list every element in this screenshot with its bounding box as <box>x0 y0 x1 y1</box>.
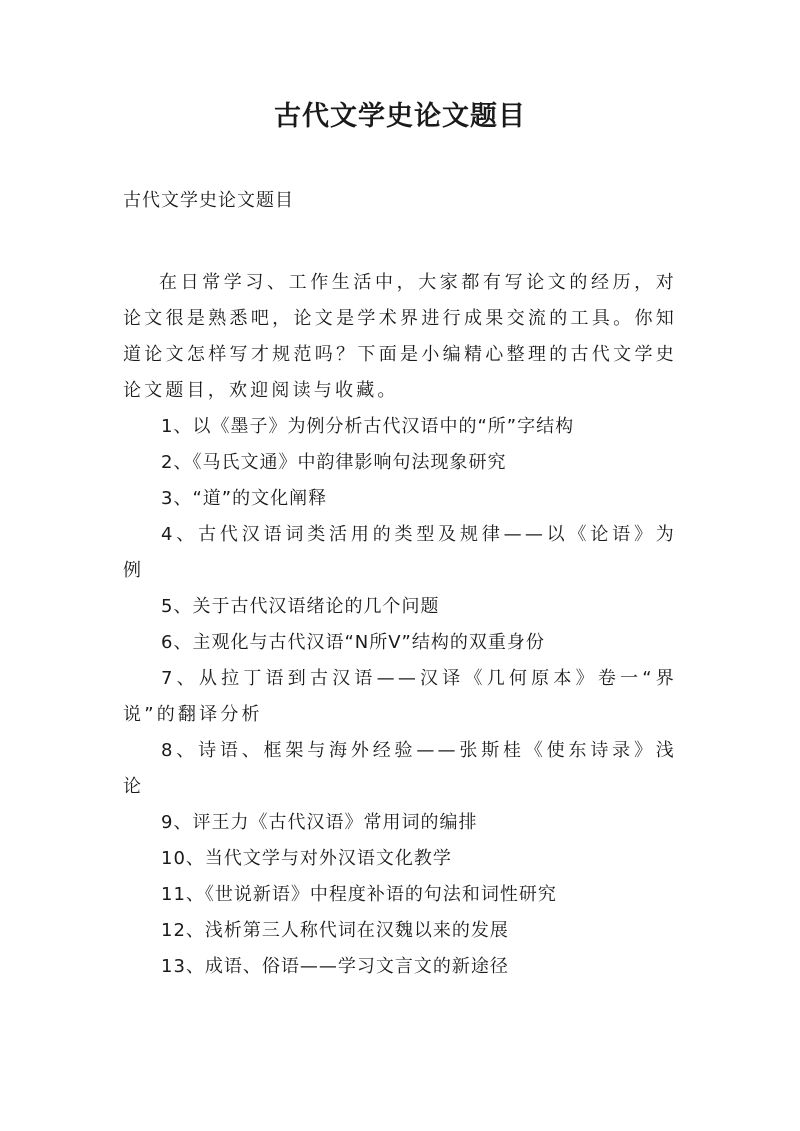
document-title: 古代文学史论文题目 <box>274 101 526 132</box>
topic-item: 7、从拉丁语到古汉语——汉译《几何原本》卷一“界说”的翻译分析 <box>123 668 677 725</box>
topic-item: 12、浅析第三人称代词在汉魏以来的发展 <box>161 920 509 941</box>
topic-list <box>123 409 677 985</box>
topic-item: 1、以《墨子》为例分析古代汉语中的“所”字结构 <box>161 416 575 437</box>
topic-item: 6、主观化与古代汉语“N所V”结构的双重身份 <box>161 632 545 653</box>
topic-item: 13、成语、俗语——学习文言文的新途径 <box>161 956 509 977</box>
topic-item: 4、古代汉语词类活用的类型及规律——以《论语》为例 <box>123 524 677 581</box>
topic-item: 5、关于古代汉语绪论的几个问题 <box>161 596 440 617</box>
topic-item: 8、诗语、框架与海外经验——张斯桂《使东诗录》浅论 <box>123 740 677 797</box>
document-subtitle: 古代文学史论文题目 <box>123 190 294 211</box>
topic-item: 3、“道”的文化阐释 <box>161 488 328 509</box>
topic-item: 10、当代文学与对外汉语文化教学 <box>161 848 452 869</box>
topic-item: 2、《马氏文通》中韵律影响句法现象研究 <box>161 452 507 473</box>
intro-paragraph: 在日常学习、工作生活中，大家都有写论文的经历，对论文很是熟悉吧，论文是学术界进行成果交流的工具。你知道论文怎样写才规范吗？下面是小编精心整理的古代文学史论文题目，欢迎阅读与收藏。 <box>123 272 677 401</box>
topic-item: 11、《世说新语》中程度补语的句法和词性研究 <box>161 884 557 905</box>
topic-item: 9、评王力《古代汉语》常用词的编排 <box>161 812 478 833</box>
